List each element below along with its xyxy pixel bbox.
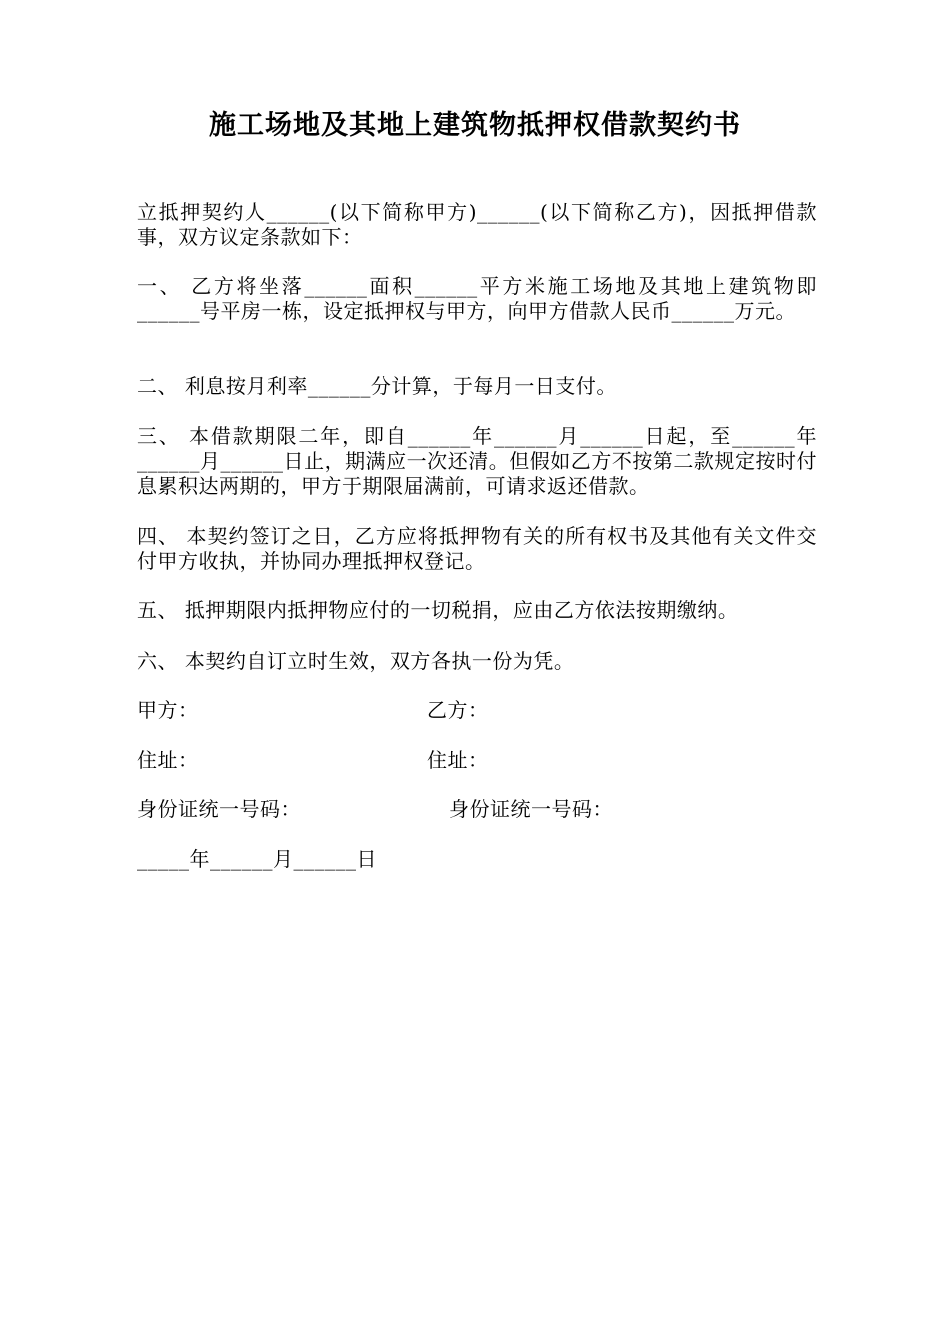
clause-2: 二、 利息按月利率______分计算，于每月一日支付。: [137, 374, 617, 398]
clause-1: 一、 乙方将坐落______面积______平方米施工场地及其地上建筑物即______号平房一栋，设定抵押权与甲方，向甲方借款人民币______万元。: [137, 274, 817, 323]
party-a-label: 甲方：: [137, 698, 199, 722]
party-a-address-label: 住址：: [137, 748, 199, 772]
party-b-address-label: 住址：: [427, 748, 489, 772]
clause-5: 五、 抵押期限内抵押物应付的一切税捐，应由乙方依法按期缴纳。: [137, 598, 739, 622]
intro-paragraph: 立抵押契约人______(以下简称甲方)______(以下简称乙方)，因抵押借款事，双方议定条款如下：: [137, 200, 817, 249]
party-b-label: 乙方：: [427, 698, 489, 722]
date-line: _____年______月______日: [137, 847, 377, 871]
document-title: 施工场地及其地上建筑物抵押权借款契约书: [209, 110, 741, 141]
clause-6: 六、 本契约自订立时生效，双方各执一份为凭。: [137, 649, 575, 673]
party-b-id-label: 身份证统一号码：: [449, 797, 613, 821]
party-a-id-label: 身份证统一号码：: [137, 797, 301, 821]
clause-3: 三、 本借款期限二年，即自______年______月______日起，至______年______月______日止，期满应一次还清。但假如乙方不按第二款规定按时付息累积达两期的，甲方于期限届满前，可请求返还借款。: [137, 424, 817, 498]
clause-4: 四、 本契约签订之日，乙方应将抵押物有关的所有权书及其他有关文件交付甲方收执，并协同办理抵押权登记。: [137, 524, 817, 573]
